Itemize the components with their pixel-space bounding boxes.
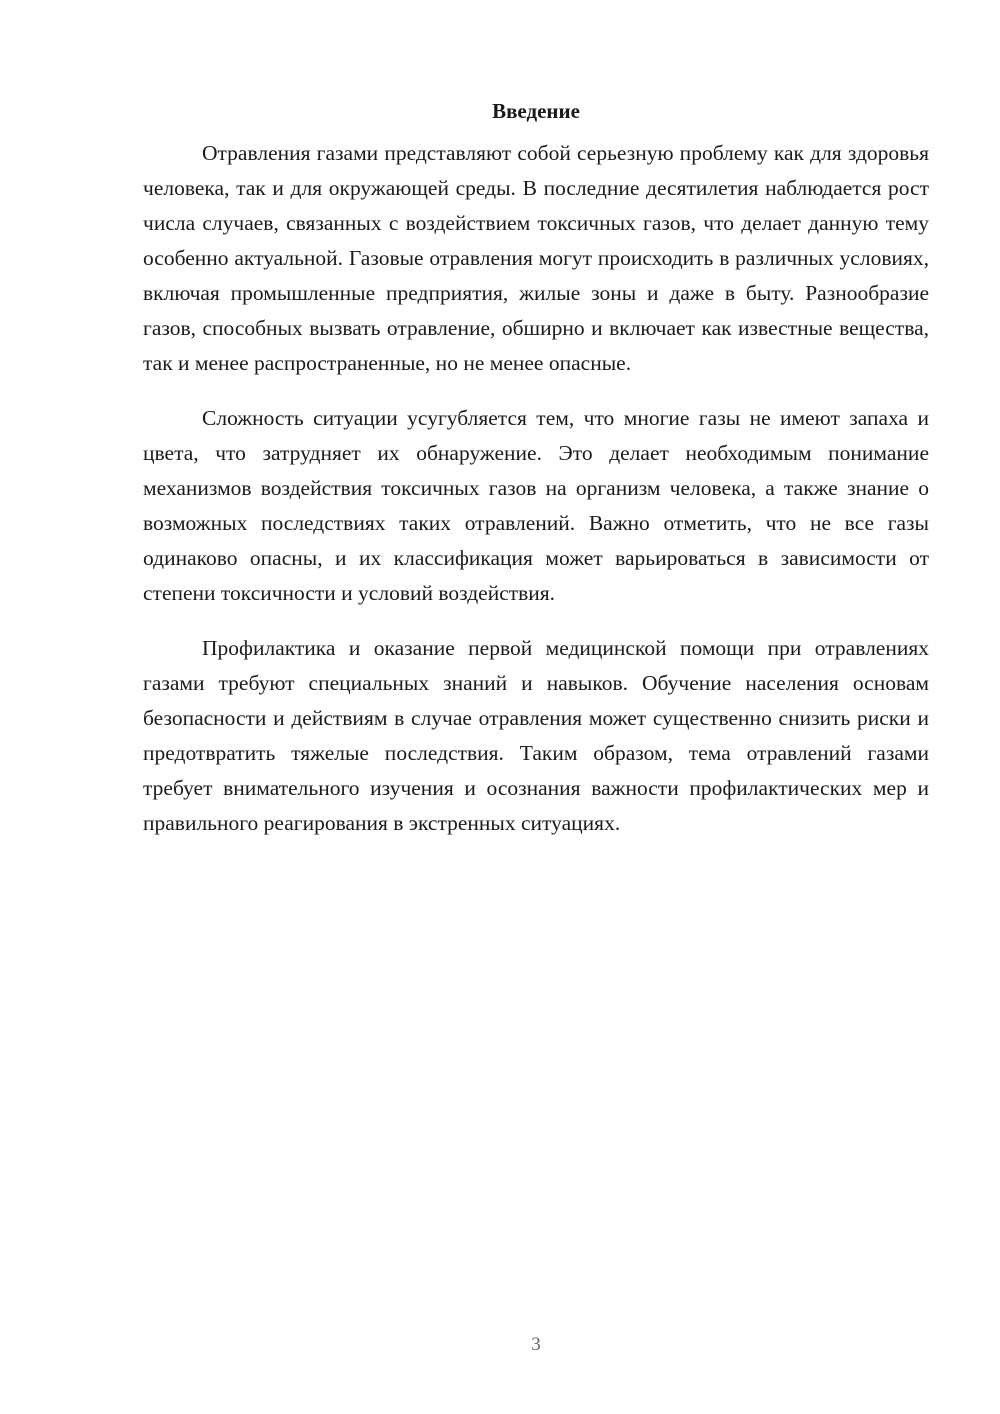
paragraph-1: Отравления газами представляют собой серьезную проблему как для здоровья человека, так и для окружающей среды. В последние десятилетия наблюдается рост числа случаев, связанных с воздействием токсичных газов, что делает данную тему особенно актуальной. Газовые отравления могут происходить в различных условиях, включая промышленные предприятия, жилые зоны и даже в быту. Разнообразие газов, способных вызвать отравление, обширно и включает как известные вещества, так и менее распространенные, но не менее опасные.	[143, 141, 929, 375]
paragraph-3: Профилактика и оказание первой медицинской помощи при отравлениях газами требуют специальных знаний и навыков. Обучение населения основам безопасности и действиям в случае отравления может существенно снизить риски и предотвратить тяжелые последствия. Таким образом, тема отравлений газами требует внимательного изучения и осознания важности профилактических мер и правильного реагирования в экстренных ситуациях.	[143, 636, 929, 835]
section-title: Введение	[492, 99, 580, 123]
page-number: 3	[531, 1334, 541, 1355]
page-content	[143, 96, 929, 861]
paragraph-2: Сложность ситуации усугубляется тем, что многие газы не имеют запаха и цвета, что затрудняет их обнаружение. Это делает необходимым понимание механизмов воздействия токсичных газов на организм человека, а также знание о возможных последствиях таких отравлений. Важно отметить, что не все газы одинаково опасны, и их классификация может варьироваться в зависимости от степени токсичности и условий воздействия.	[143, 406, 929, 605]
